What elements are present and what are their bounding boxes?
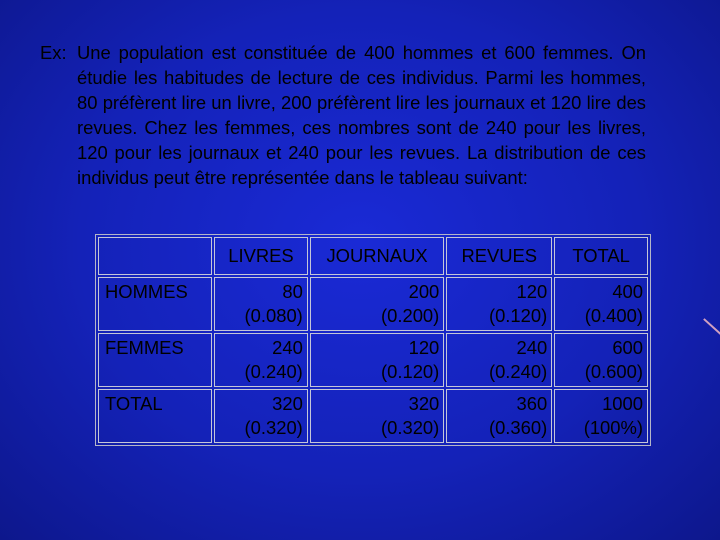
cell-frequency: (0.200) xyxy=(381,305,440,326)
row-label-hommes: HOMMES xyxy=(98,277,212,331)
cell-frequency: (0.080) xyxy=(244,305,303,326)
table-row-hommes xyxy=(98,277,648,331)
table-cell xyxy=(310,389,444,443)
cell-count: 320 xyxy=(272,393,303,414)
cell-count: 400 xyxy=(612,281,643,302)
table-cell xyxy=(310,333,444,387)
cell-count: 120 xyxy=(516,281,548,302)
cell-frequency: (0.120) xyxy=(488,305,548,326)
example-label: Ex: xyxy=(40,42,67,63)
cell-frequency: (0.120) xyxy=(381,361,440,382)
cell-count: 200 xyxy=(408,281,440,302)
cell-count: 240 xyxy=(272,337,303,358)
row-label-femmes: FEMMES xyxy=(98,333,212,387)
cell-count: 600 xyxy=(612,337,643,358)
cell-count: 1000 xyxy=(602,393,643,414)
cell-count: 360 xyxy=(516,393,548,414)
table-cell xyxy=(310,277,444,331)
table-cell xyxy=(446,277,552,331)
table-cell xyxy=(554,333,648,387)
table-cell xyxy=(214,277,308,331)
table-cell xyxy=(446,389,552,443)
column-header-journaux: JOURNAUX xyxy=(310,237,444,275)
decorative-line xyxy=(703,318,720,335)
cell-frequency: (100%) xyxy=(583,417,643,438)
contingency-table xyxy=(95,234,651,446)
cell-frequency: (0.400) xyxy=(584,305,643,326)
cell-frequency: (0.240) xyxy=(244,361,303,382)
intro-text: Une population est constituée de 400 hommes et 600 femmes. On étudie les habitudes de lecture de ces individus. Parmi les hommes, 80 préfèrent lire un livre, 200 préfèrent lire les journaux et 120 lire des revues. Chez les femmes, ces nombres sont de 240 pour les livres, 120 pour les journaux et 240 pour les revues. La distribution de ces individus peut être représentée dans le tableau suivant: xyxy=(77,42,646,188)
cell-count: 80 xyxy=(282,281,303,302)
table-cell xyxy=(554,277,648,331)
table-header-row xyxy=(98,237,648,275)
intro-paragraph xyxy=(40,40,646,190)
cell-count: 120 xyxy=(408,337,440,358)
table-cell xyxy=(214,389,308,443)
table-cell xyxy=(446,333,552,387)
cell-frequency: (0.320) xyxy=(381,417,440,438)
row-label-total: TOTAL xyxy=(98,389,212,443)
column-header-livres: LIVRES xyxy=(214,237,308,275)
table-cell xyxy=(554,389,648,443)
cell-count: 320 xyxy=(408,393,440,414)
cell-frequency: (0.600) xyxy=(584,361,643,382)
cell-frequency: (0.360) xyxy=(488,417,548,438)
column-header-total: TOTAL xyxy=(554,237,648,275)
table-corner-cell xyxy=(98,237,212,275)
cell-count: 240 xyxy=(516,337,548,358)
cell-frequency: (0.240) xyxy=(488,361,548,382)
table-row-femmes xyxy=(98,333,648,387)
table-row-total xyxy=(98,389,648,443)
table-cell xyxy=(214,333,308,387)
column-header-revues: REVUES xyxy=(446,237,552,275)
cell-frequency: (0.320) xyxy=(244,417,303,438)
